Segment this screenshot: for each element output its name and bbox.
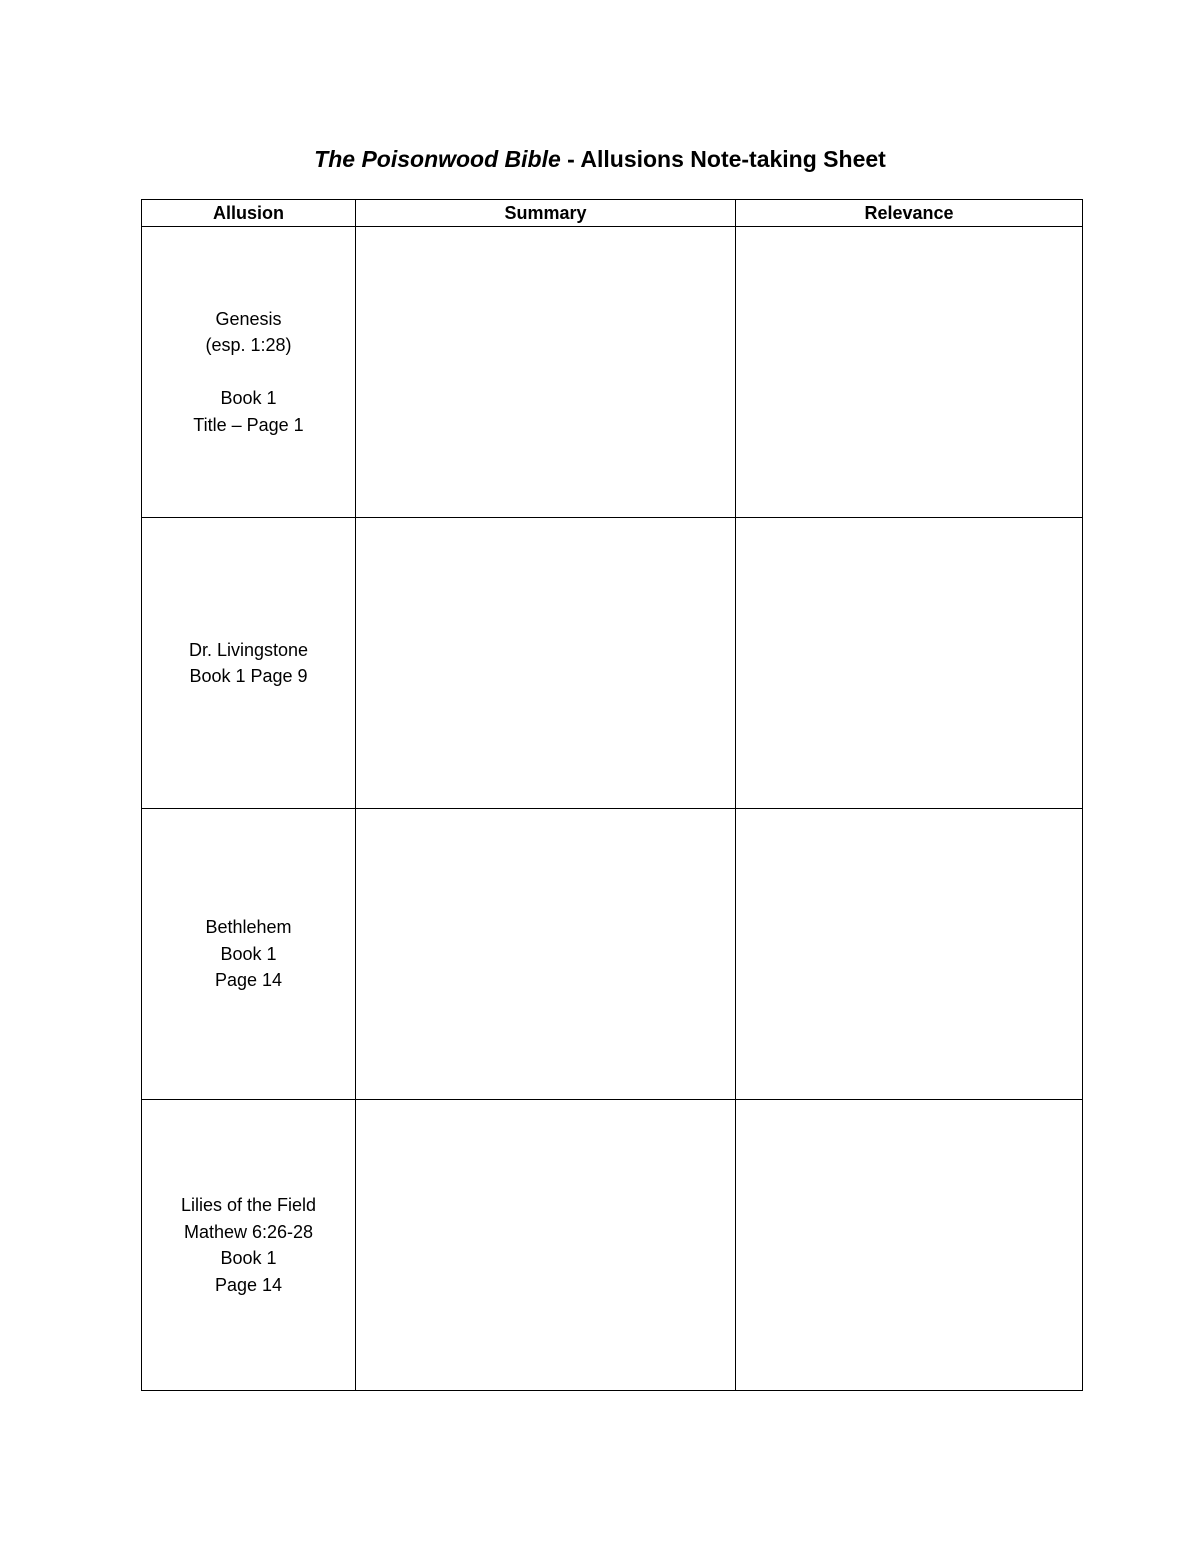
relevance-cell[interactable] [736,809,1083,1100]
header-summary: Summary [356,200,736,227]
allusion-line: Lilies of the Field [180,1195,317,1215]
allusion-cell [142,227,356,518]
allusion-line: Book 1 [220,388,277,409]
page-title [0,142,1200,176]
allusion-line: Book 1 Page 9 [189,666,308,686]
summary-cell[interactable] [356,809,736,1100]
allusion-cell [142,809,356,1100]
allusion-line: Bethlehem [205,917,292,938]
allusion-line: Book 1 [220,1248,277,1268]
relevance-cell[interactable] [736,1100,1083,1391]
allusion-cell [142,1100,356,1391]
allusion-spacer [142,359,355,386]
header-allusion: Allusion [142,200,356,227]
book-title: The Poisonwood Bible [314,146,561,172]
allusion-line: Page 14 [214,970,283,991]
allusion-line: Dr. Livingstone [188,639,309,660]
table-row [142,809,1083,1100]
summary-cell[interactable] [356,1100,736,1391]
allusion-line: Mathew 6:26-28 [183,1221,314,1242]
table-row [142,1100,1083,1391]
summary-cell[interactable] [356,518,736,809]
table-row [142,518,1083,809]
allusion-line: Page 14 [214,1274,283,1295]
sheet-title: - Allusions Note-taking Sheet [560,146,886,172]
allusion-line: Title – Page 1 [193,414,304,435]
header-row [142,200,1083,227]
allusion-line: (esp. 1:28) [205,335,292,356]
header-relevance: Relevance [736,200,1083,227]
allusion-cell [142,518,356,809]
relevance-cell[interactable] [736,227,1083,518]
allusion-line: Book 1 [220,943,277,964]
allusion-line: Genesis [215,308,282,329]
summary-cell[interactable] [356,227,736,518]
allusions-table [141,199,1083,1391]
table-row [142,227,1083,518]
relevance-cell[interactable] [736,518,1083,809]
